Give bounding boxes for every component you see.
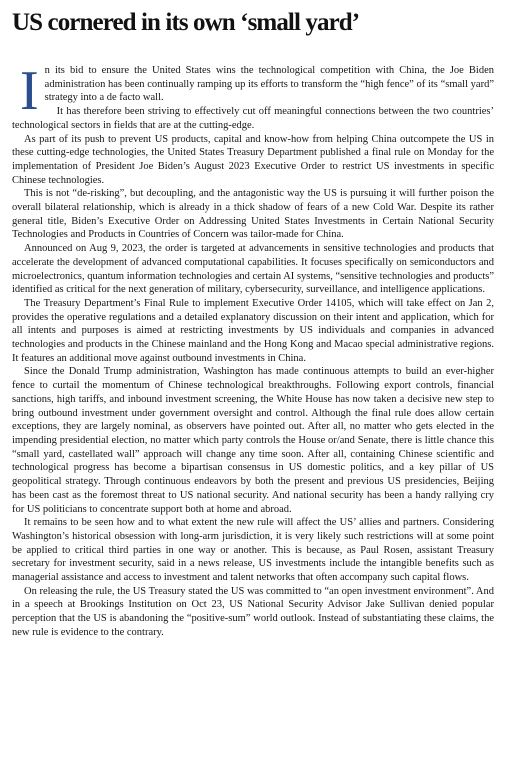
paragraph: It remains to be seen how and to what extent the new rule will affect the US’ allies and partners. Considering Washington’s historical obsession with long-arm jurisdiction, it is very likely such restrictions will at some point be applied to critical third parties in one way or another. This is because, as Paul Rosen, assistant Treasury secretary for investment security, said in a news release, US investments include the intangible benefits such as managerial assistance and access to investment and talent networks that often accompany such capital flows. [12, 517, 494, 584]
article-page [12, 8, 494, 640]
article-body [12, 60, 494, 640]
paragraph: As part of its push to prevent US products, capital and know-how from helping China outcompete the US in these cutting-edge technologies, the United States Treasury Department published a final rule on Monday for the implementation of President Joe Biden’s August 2023 Executive Order to restrict US investments in specific Chinese technologies. [12, 133, 494, 186]
paragraph: Since the Donald Trump administration, Washington has made continuous attempts to build an ever-higher fence to curtail the momentum of Chinese technological breakthroughs. Following export controls, financial sanctions, high tariffs, and inbound investment screening, the White House has now taken a decisive new step to bring outbound investment under government oversight and control. Although the final rule does allow certain exceptions, they are largely nominal, as observers have pointed out. After all, no matter who gets elected in the impending presidential election, no matter which party controls the House or/and Senate, there is little chance this “small yard, castellated wall” approach will change any time soon. After all, containing Chinese scientific and technological progress has become a bipartisan consensus in US domestic politics, and a key pillar of US geopolitical strategy. Through continuous endeavors by both the present and previous US presidencies, Beijing has been cast as the foremost threat to US national security. And national security has been a handy rallying cry for US politicians to concentrate support both at home and abroad. [12, 366, 494, 515]
paragraph: The Treasury Department’s Final Rule to implement Executive Order 14105, which will take effect on Jan 2, provides the operative regulations and a detailed explanatory discussion on their intent and application, which for all intents and purposes is aimed at restricting investments by US individuals and companies in advanced technologies and products in the Chinese mainland and the Hong Kong and Macao special administrative regions. It features an additional move against outbound investments in China. [12, 297, 494, 364]
paragraph-text: n its bid to ensure the United States wins the technological competition with China, the Joe Biden administration has been continually ramping up its efforts to transform the “high fence” of its “small yard” strategy into a de facto wall. [44, 65, 494, 104]
paragraph: Announced on Aug 9, 2023, the order is targeted at advancements in sensitive technologies and products that accelerate the development of advanced computational capabilities. It focuses specifically on semiconductors and microelectronics, quantum information technologies and certain AI systems, “sensitive technologies and products” identified as critical for the next generation of military, cybersecurity, surveillance, and intelligence applications. [12, 243, 494, 296]
drop-cap: I [20, 60, 39, 122]
paragraph: On releasing the rule, the US Treasury stated the US was committed to “an open investment environment”. And in a speech at Brookings Institution on Oct 23, US National Security Advisor Jake Sullivan denied popular perception that the US is abandoning the “positive-sum” world outlook. Instead of substantiating these claims, the new rule is evidence to the contrary. [12, 585, 494, 638]
paragraph: It has therefore been striving to effectively cut off meaningful connections between the two countries’ technological sectors in fields that are at the cutting-edge. [12, 106, 494, 131]
headline: US cornered in its own ‘small yard’ [12, 9, 360, 36]
paragraph: This is not “de-risking”, but decoupling, and the antagonistic way the US is pursuing it will further poison the overall bilateral relationship, which is already in a thick shadow of fears of a new Cold War. Despite its rather general title, Biden’s Executive Order on Addressing United States Investments in Certain National Security Technologies and Products in Countries of Concern was tailor-made for China. [12, 188, 494, 241]
